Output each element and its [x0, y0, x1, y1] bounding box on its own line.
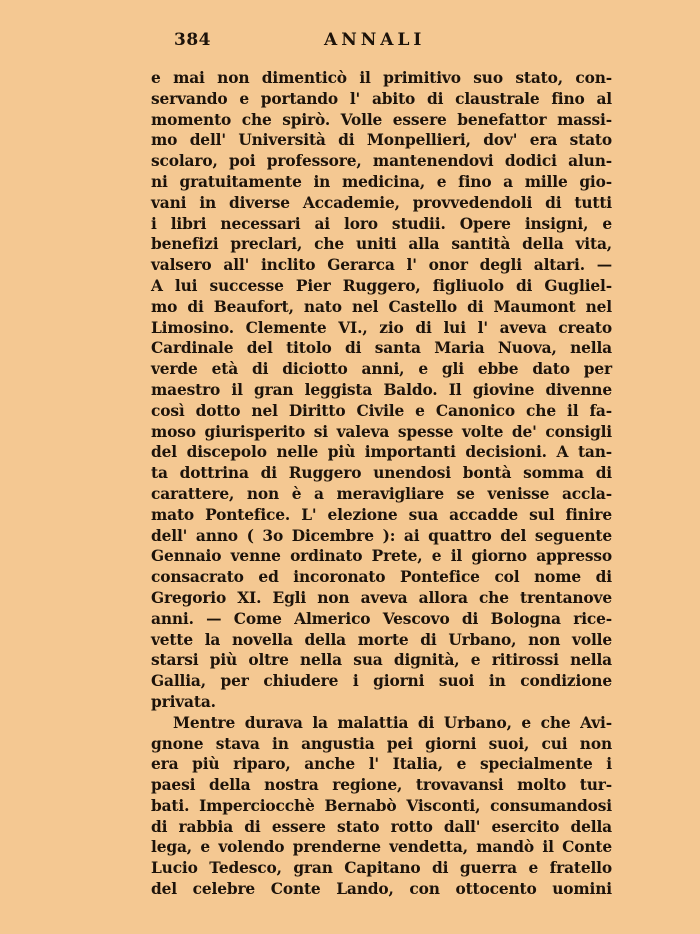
text-line: ta dottrina di Ruggero unendosi bontà somma di	[151, 464, 612, 483]
text-line: Gennaio venne ordinato Prete, e il giorno appresso	[151, 547, 612, 566]
text-line: vani in diverse Accademie, provvedendoli di tutti	[151, 193, 612, 212]
text-line: A lui successe Pier Ruggero, figliuolo di Gugliel-	[151, 276, 612, 295]
text-line: lega, e volendo prenderne vendetta, mandò il Conte	[151, 838, 612, 857]
text-line: mo di Beaufort, nato nel Castello di Maumont nel	[151, 297, 612, 316]
paragraph-end-line: privata.	[151, 692, 216, 711]
text-line: Gallia, per chiudere i giorni suoi in condizione	[151, 672, 612, 691]
running-head	[152, 30, 612, 56]
text-line: di rabbia di essere stato rotto dall' esercito della	[151, 817, 612, 836]
text-line: verde età di diciotto anni, e gli ebbe dato per	[151, 360, 612, 379]
text-line: moso giurisperito si valeva spesse volte de' consigli	[151, 422, 612, 441]
text-line: mo dell' Università di Monpellieri, dov' era stato	[151, 131, 612, 150]
text-line: anni. — Come Almerico Vescovo di Bologna rice-	[151, 609, 612, 628]
text-line: Lucio Tedesco, gran Capitano di guerra e fratello	[151, 859, 612, 878]
text-line: benefizi preclari, che uniti alla santità della vita,	[151, 235, 612, 254]
text-line: maestro il gran leggista Baldo. Il giovine divenne	[151, 380, 612, 399]
text-line: servando e portando l' abito di claustrale fino al	[151, 89, 612, 108]
text-line: momento che spirò. Volle essere benefattor massi-	[151, 110, 612, 129]
text-line: valsero all' inclito Gerarca l' onor degli altari. —	[151, 256, 612, 275]
text-line: del discepolo nelle più importanti decisioni. A tan-	[151, 443, 612, 462]
page-number: 384	[174, 30, 211, 50]
body-text	[151, 68, 612, 900]
text-line: e mai non dimenticò il primitivo suo stato, con-	[151, 69, 612, 87]
text-line: consacrato ed incoronato Pontefice col nome di	[151, 568, 612, 587]
text-line: starsi più oltre nella sua dignità, e ritirossi nella	[151, 651, 612, 670]
text-line: vette la novella della morte di Urbano, non volle	[151, 630, 612, 649]
text-line: così dotto nel Diritto Civile e Canonico che il fa-	[151, 401, 612, 420]
running-title: ANNALI	[324, 30, 426, 50]
text-line: gnone stava in angustia pei giorni suoi, cui non	[151, 734, 612, 753]
text-line: Cardinale del titolo di santa Maria Nuova, nella	[151, 339, 612, 358]
text-line: era più riparo, anche l' Italia, e specialmente i	[151, 755, 612, 774]
paragraph-first-line: Mentre durava la malattia di Urbano, e che Avi-	[173, 713, 612, 732]
text-line: mato Pontefice. L' elezione sua accadde sul finire	[151, 505, 612, 524]
text-line: scolaro, poi professore, mantenendovi dodici alun-	[151, 152, 612, 171]
text-line: bati. Imperciocchè Bernabò Visconti, consumandosi	[151, 796, 612, 815]
text-line: Limosino. Clemente VI., zio di lui l' aveva creato	[151, 318, 612, 337]
text-line: paesi della nostra regione, trovavansi molto tur-	[151, 776, 612, 795]
text-line: i libri necessari ai loro studii. Opere insigni, e	[151, 214, 612, 233]
text-line: dell' anno ( 3o Dicembre ): ai quattro del seguente	[151, 526, 612, 545]
text-line: del celebre Conte Lando, con ottocento uomini	[151, 880, 612, 899]
text-line: Gregorio XI. Egli non aveva allora che trentanove	[151, 588, 612, 607]
text-line: ni gratuitamente in medicina, e fino a mille gio-	[151, 172, 612, 191]
text-line: carattere, non è a meravigliare se venisse accla-	[151, 484, 612, 503]
